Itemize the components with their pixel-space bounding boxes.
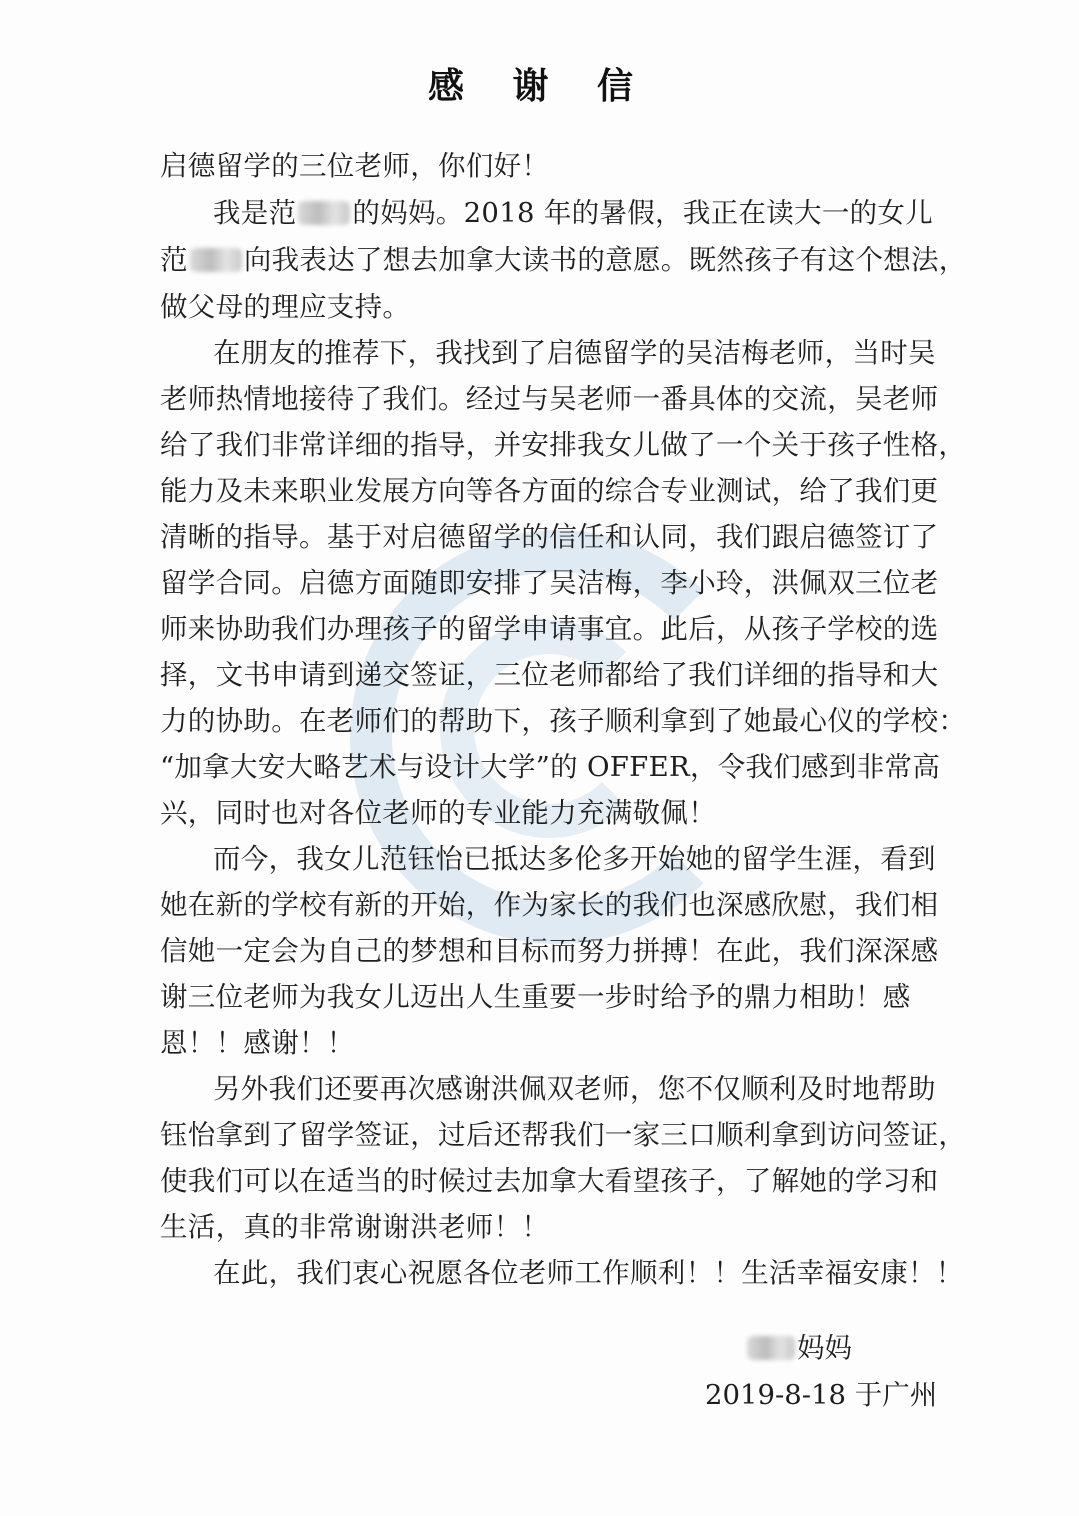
paragraph1-line3: 做父母的理应支持。 bbox=[160, 291, 411, 323]
paragraph3-line: 而今，我女儿范钰怡已抵达多伦多开始她的留学生涯，看到 bbox=[213, 843, 936, 875]
paragraph1-line1 bbox=[213, 190, 933, 236]
closing-line: 在此，我们衷心祝愿各位老师工作顺利！！生活幸福安康！！ bbox=[213, 1257, 964, 1289]
paragraph2-line: 师来协助我们办理孩子的留学申请事宜。此后，从孩子学校的选 bbox=[160, 613, 939, 645]
paragraph2-line: 能力及未来职业发展方向等各方面的综合专业测试，给了我们更 bbox=[160, 475, 939, 507]
redacted-name bbox=[747, 1336, 795, 1360]
paragraph4-line: 生活，真的非常谢谢洪老师！！ bbox=[160, 1211, 550, 1243]
paragraph3-line: 恩！！感谢！！ bbox=[160, 1027, 355, 1059]
paragraph2-line: 清晰的指导。基于对启德留学的信任和认同，我们跟启德签订了 bbox=[160, 521, 939, 553]
p1-text-b: 的妈妈。2018 年的暑假，我正在读大一的女儿 bbox=[352, 197, 934, 229]
paragraph3-line: 信她一定会为自己的梦想和目标而努力拼搏！在此，我们深深感 bbox=[160, 935, 939, 967]
redacted-name bbox=[298, 201, 350, 225]
paragraph4-line: 另外我们还要再次感谢洪佩双老师，您不仅顺利及时地帮助 bbox=[213, 1073, 936, 1105]
paragraph2-line: “加拿大安大略艺术与设计大学”的 OFFER，令我们感到非常高 bbox=[160, 751, 941, 783]
p1-text-d: 向我表达了想去加拿大读书的意愿。既然孩子有这个想法， bbox=[243, 244, 967, 276]
paragraph3-line: 谢三位老师为我女儿迈出人生重要一步时给予的鼎力相助！感 bbox=[160, 981, 911, 1013]
paragraph2-line: 老师热情地接待了我们。经过与吴老师一番具体的交流，吴老师 bbox=[160, 383, 939, 415]
greeting: 启德留学的三位老师，你们好！ bbox=[160, 150, 550, 182]
paragraph2-line: 兴，同时也对各位老师的专业能力充满敬佩！ bbox=[160, 797, 716, 829]
p1-text-a: 我是范 bbox=[213, 197, 297, 229]
paragraph2-line: 在朋友的推荐下，我找到了启德留学的吴洁梅老师，当时吴 bbox=[213, 337, 936, 369]
paragraph2-line: 留学合同。启德方面随即安排了吴洁梅，李小玲，洪佩双三位老 bbox=[160, 567, 939, 599]
paragraph3-line: 她在新的学校有新的开始，作为家长的我们也深感欣慰，我们相 bbox=[160, 889, 939, 921]
paragraph4-line: 使我们可以在适当的时候过去加拿大看望孩子，了解她的学习和 bbox=[160, 1165, 939, 1197]
paragraph1-line2 bbox=[160, 237, 967, 283]
paragraph2-line: 给了我们非常详细的指导，并安排我女儿做了一个关于孩子性格， bbox=[160, 429, 967, 461]
paragraph2-line: 择，文书申请到递交签证，三位老师都给了我们详细的指导和大 bbox=[160, 659, 939, 691]
signature bbox=[745, 1325, 852, 1371]
paragraph2-line: 力的协助。在老师们的帮助下，孩子顺利拿到了她最心仪的学校： bbox=[160, 705, 967, 737]
p1-text-c: 范 bbox=[160, 244, 188, 276]
letter-date: 2019-8-18 于广州 bbox=[705, 1379, 938, 1411]
letter-title: 感 谢 信 bbox=[427, 66, 652, 107]
paragraph4-line: 钰怡拿到了留学签证，过后还帮我们一家三口顺利拿到访问签证， bbox=[160, 1119, 967, 1151]
redacted-name bbox=[190, 248, 242, 272]
signature-text: 妈妈 bbox=[797, 1332, 852, 1364]
